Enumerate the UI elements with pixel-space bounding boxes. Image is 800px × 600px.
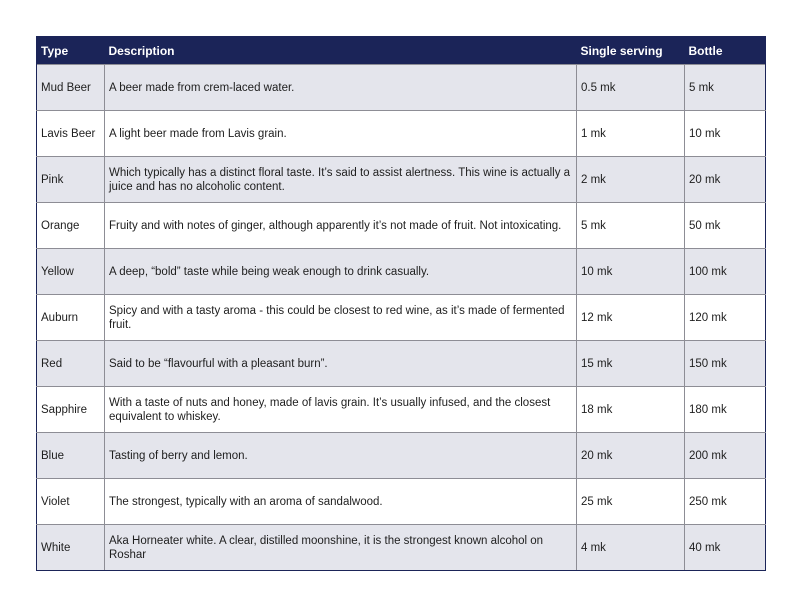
cell-type: Mud Beer [37, 65, 105, 111]
cell-description: With a taste of nuts and honey, made of lavis grain. It’s usually infused, and the closest equivalent to whiskey. [105, 387, 577, 433]
cell-bottle: 20 mk [685, 157, 766, 203]
header-bottle: Bottle [685, 37, 766, 65]
table-row [37, 203, 766, 249]
cell-description: Said to be “flavourful with a pleasant burn”. [105, 341, 577, 387]
cell-type: White [37, 525, 105, 571]
cell-bottle: 40 mk [685, 525, 766, 571]
cell-single-serving: 4 mk [577, 525, 685, 571]
cell-single-serving: 20 mk [577, 433, 685, 479]
cell-type: Orange [37, 203, 105, 249]
cell-single-serving: 0.5 mk [577, 65, 685, 111]
cell-type: Lavis Beer [37, 111, 105, 157]
cell-bottle: 50 mk [685, 203, 766, 249]
table-row [37, 479, 766, 525]
cell-bottle: 150 mk [685, 341, 766, 387]
cell-single-serving: 25 mk [577, 479, 685, 525]
cell-type: Auburn [37, 295, 105, 341]
cell-type: Red [37, 341, 105, 387]
header-type: Type [37, 37, 105, 65]
header-description: Description [105, 37, 577, 65]
table-row [37, 341, 766, 387]
cell-bottle: 5 mk [685, 65, 766, 111]
cell-bottle: 100 mk [685, 249, 766, 295]
cell-single-serving: 1 mk [577, 111, 685, 157]
cell-type: Violet [37, 479, 105, 525]
cell-bottle: 200 mk [685, 433, 766, 479]
cell-bottle: 180 mk [685, 387, 766, 433]
cell-single-serving: 5 mk [577, 203, 685, 249]
wine-price-table [36, 36, 766, 571]
cell-type: Pink [37, 157, 105, 203]
table-row [37, 111, 766, 157]
cell-description: Spicy and with a tasty aroma - this could be closest to red wine, as it’s made of fermented fruit. [105, 295, 577, 341]
table-row [37, 157, 766, 203]
cell-description: The strongest, typically with an aroma of sandalwood. [105, 479, 577, 525]
cell-single-serving: 18 mk [577, 387, 685, 433]
table-row [37, 387, 766, 433]
cell-single-serving: 15 mk [577, 341, 685, 387]
cell-single-serving: 10 mk [577, 249, 685, 295]
cell-description: A deep, “bold” taste while being weak enough to drink casually. [105, 249, 577, 295]
cell-single-serving: 12 mk [577, 295, 685, 341]
header-single-serving: Single serving [577, 37, 685, 65]
cell-type: Sapphire [37, 387, 105, 433]
table-row [37, 65, 766, 111]
table-row [37, 249, 766, 295]
cell-description: A beer made from crem-laced water. [105, 65, 577, 111]
cell-type: Yellow [37, 249, 105, 295]
cell-description: Fruity and with notes of ginger, although apparently it’s not made of fruit. Not intoxicating. [105, 203, 577, 249]
cell-single-serving: 2 mk [577, 157, 685, 203]
cell-description: Which typically has a distinct floral taste. It’s said to assist alertness. This wine is actually a juice and has no alcoholic content. [105, 157, 577, 203]
cell-description: A light beer made from Lavis grain. [105, 111, 577, 157]
cell-type: Blue [37, 433, 105, 479]
cell-bottle: 120 mk [685, 295, 766, 341]
cell-description: Tasting of berry and lemon. [105, 433, 577, 479]
cell-bottle: 10 mk [685, 111, 766, 157]
cell-bottle: 250 mk [685, 479, 766, 525]
table-row [37, 525, 766, 571]
table-row [37, 295, 766, 341]
table-row [37, 433, 766, 479]
table-header-row [37, 37, 766, 65]
cell-description: Aka Horneater white. A clear, distilled moonshine, it is the strongest known alcohol on Roshar [105, 525, 577, 571]
